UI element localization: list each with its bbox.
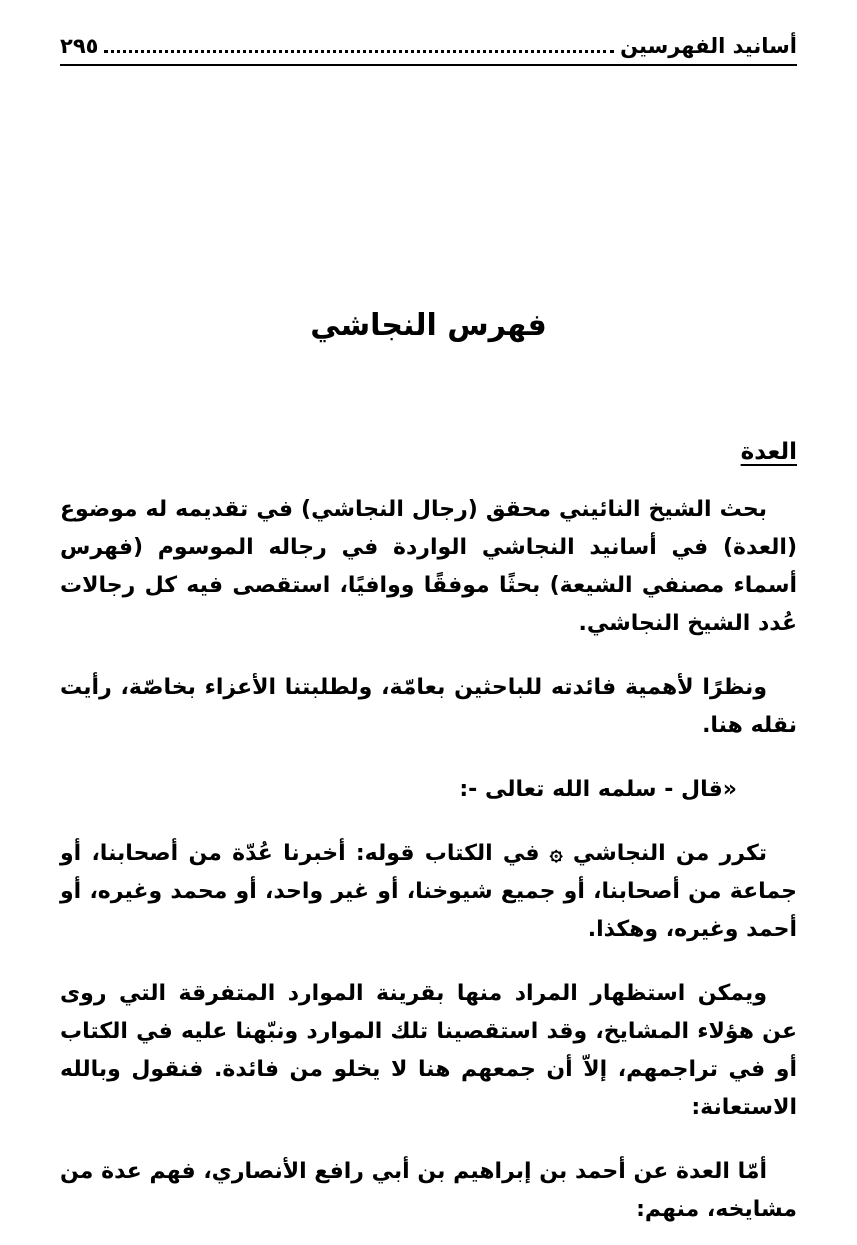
paragraph: أمّا العدة عن أحمد بن إبراهيم بن أبي رافع الأنصاري، فهم عدة من مشايخه، منهم: xyxy=(60,1159,797,1222)
page-number: ٢٩٥ xyxy=(60,34,99,58)
running-header xyxy=(60,34,797,66)
paragraph: ويمكن استظهار المراد منها بقرينة الموارد المتفرقة التي روى عن هؤلاء المشايخ، وقد استقصينا تلك الموارد ونبّهنا عليه في الكتاب أو في تراجمهم، إلاّ أن جمعهم هنا لا يخلو من فائدة. فنقول وبالله الاستعانة: xyxy=(60,981,797,1120)
body-text xyxy=(60,491,797,1229)
paragraph-quote-opener: «قال - سلمه الله تعالى -: xyxy=(459,777,737,802)
chapter-title: فهرس النجاشي xyxy=(310,308,547,343)
paragraph: تكرر من النجاشي ۞ في الكتاب قوله: أخبرنا عُدّة من أصحابنا، أو جماعة من أصحابنا، أو جميع شيوخنا، أو غير واحد، أو محمد وغيره، أو أحمد وغيره، وهكذا. xyxy=(60,841,797,942)
paragraph: ونظرًا لأهمية فائدته للباحثين بعامّة، ولطلبتنا الأعزاء بخاصّة، رأيت نقله هنا. xyxy=(60,675,797,738)
dotted-leader xyxy=(104,50,614,53)
running-header-title: أسانيد الفهرسين xyxy=(620,34,797,58)
section-heading: العدة xyxy=(740,439,797,465)
paragraph: بحث الشيخ النائيني محقق (رجال النجاشي) في تقديمه له موضوع (العدة) في أسانيد النجاشي الواردة في رجاله الموسوم (فهرس أسماء مصنفي الشيعة) بحثًا موفقًا ووافيًا، استقصى فيه كل رجالات عُدد الشيخ النجاشي. xyxy=(60,497,797,636)
